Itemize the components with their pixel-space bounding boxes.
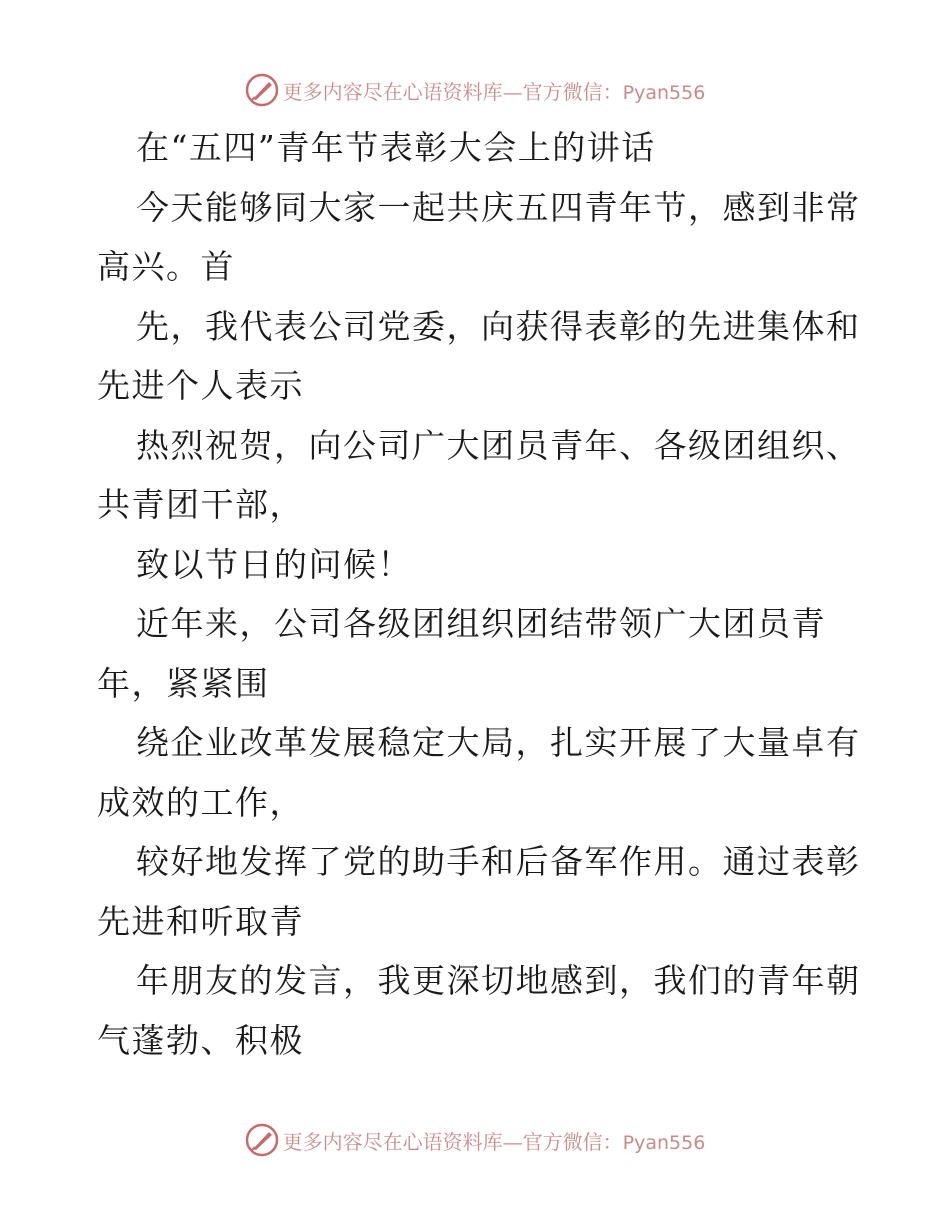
text-line: 热烈祝贺，向公司广大团员青年、各级团组织、 [136,425,861,465]
text-line: 成效的工作， [97,782,304,822]
footer-watermark [0,1120,950,1160]
document-body [97,118,861,1070]
text-line: 在“五四”青年节表彰大会上的讲话 [136,128,656,167]
text-line: 气蓬勃、积极 [97,1020,304,1060]
watermark-text: 更多内容尽在心语资料库—官方微信：Pyan556 [282,1129,706,1154]
text-line: 绕企业改革发展稳定大局，扎实开展了大量卓有 [136,723,861,762]
text-line: 年朋友的发言，我更深切地感到，我们的青年朝 [136,961,861,1000]
text-line: 近年来，公司各级团组织团结带领广大团员青 [136,604,826,643]
text-line: 致以节日的问候！ [136,544,412,584]
text-line: 高兴。首 [97,247,235,286]
text-line: 先，我代表公司党委，向获得表彰的先进集体和 [136,306,861,346]
text-line: 年，紧紧围 [97,663,270,703]
text-line: 今天能够同大家一起共庆五四青年节，感到非常 [136,187,861,227]
header-watermark [0,70,950,110]
quill-logo-icon [245,73,279,107]
text-line: 先进个人表示 [97,366,304,405]
text-line: 先进和听取青 [97,901,304,941]
watermark-text: 更多内容尽在心语资料库—官方微信：Pyan556 [282,79,706,104]
quill-logo-icon [245,1123,279,1157]
text-line: 较好地发挥了党的助手和后备军作用。通过表彰 [136,842,861,881]
text-line: 共青团干部， [97,485,304,524]
